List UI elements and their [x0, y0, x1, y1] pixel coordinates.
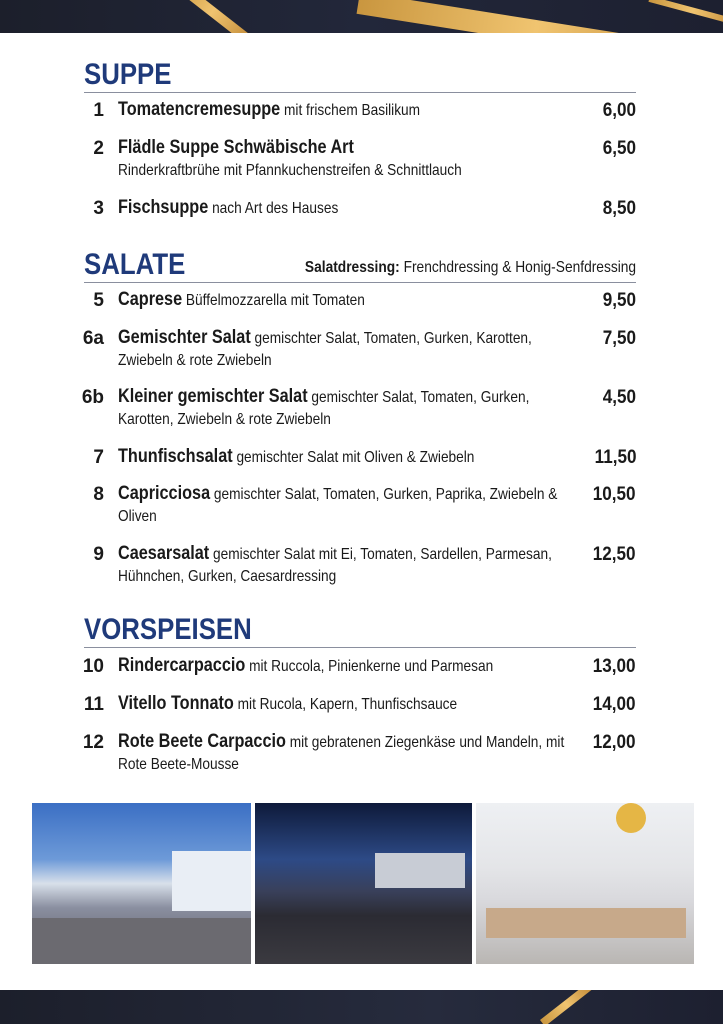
section-title-suppe: SUPPE — [84, 58, 172, 91]
item-number: 2 — [93, 138, 104, 159]
item-text — [118, 543, 580, 588]
item-price: 11,50 — [594, 447, 636, 468]
item-text — [118, 137, 580, 182]
item-name: Kleiner gemischter Salat — [118, 386, 308, 407]
item-name: Caesarsalat — [118, 543, 210, 564]
item-description: gemischter Salat mit Oliven & Zwiebeln — [236, 449, 475, 466]
item-number: 10 — [82, 656, 104, 677]
item-name: Caprese — [118, 289, 183, 310]
item-description: Rinderkraftbrühe mit Pfannkuchenstreifen & Schnittlauch — [118, 162, 462, 179]
item-number: 11 — [83, 694, 104, 715]
item-number: 8 — [93, 484, 104, 505]
decorative-header-band — [0, 0, 723, 33]
section-title-vorspeisen: VORSPEISEN — [84, 613, 252, 646]
item-description: mit Rucola, Kapern, Thunfischsauce — [237, 696, 458, 713]
dressing-text: Frenchdressing & Honig-Senfdressing — [403, 259, 636, 276]
item-number: 9 — [93, 544, 104, 565]
item-number: 7 — [93, 447, 104, 468]
decorative-footer-band — [0, 990, 723, 1024]
item-number: 6b — [81, 387, 104, 408]
item-price: 12,00 — [593, 732, 636, 753]
item-name: Tomatencremesuppe — [118, 99, 281, 120]
item-price: 12,50 — [593, 544, 636, 565]
item-text — [118, 446, 580, 469]
item-description: gemischter Salat, Tomaten, Gurken, Karotten, Zwiebeln & rote Zwiebeln — [118, 330, 532, 369]
item-description: gemischter Salat, Tomaten, Gurken, Paprika, Zwiebeln & Oliven — [118, 486, 558, 525]
item-text — [118, 197, 580, 220]
section-divider — [84, 282, 636, 283]
item-number: 6a — [82, 328, 104, 349]
item-price: 9,50 — [602, 290, 636, 311]
item-price: 6,50 — [602, 138, 636, 159]
item-price: 14,00 — [593, 694, 636, 715]
photo-terrace-evening — [32, 803, 251, 964]
item-text — [118, 483, 580, 528]
item-name: Vitello Tonnato — [118, 693, 234, 714]
item-text — [118, 327, 580, 372]
item-text — [118, 693, 580, 716]
item-name: Capricciosa — [118, 483, 211, 504]
item-description: gemischter Salat mit Ei, Tomaten, Sardellen, Parmesan, Hühnchen, Gurken, Caesardressing — [118, 546, 552, 585]
item-description: Büffelmozzarella mit Tomaten — [185, 292, 365, 309]
item-description: nach Art des Hauses — [212, 200, 339, 217]
item-number: 3 — [93, 198, 104, 219]
item-description: mit gebratenen Ziegenkäse und Mandeln, mit Rote Beete-Mousse — [118, 734, 565, 773]
item-number: 5 — [93, 290, 104, 311]
photo-restaurant-night — [255, 803, 472, 964]
dressing-label: Salatdressing: — [304, 259, 400, 276]
item-description: mit Ruccola, Pinienkerne und Parmesan — [249, 658, 494, 675]
item-text — [118, 655, 580, 678]
item-number: 1 — [93, 100, 104, 121]
item-name: Fischsuppe — [118, 197, 209, 218]
item-description: gemischter Salat, Tomaten, Gurken, Karotten, Zwiebeln & rote Zwiebeln — [118, 389, 530, 428]
item-text — [118, 731, 580, 776]
item-name: Rindercarpaccio — [118, 655, 246, 676]
item-name: Thunfischsalat — [118, 446, 233, 467]
item-number: 12 — [82, 732, 104, 753]
item-price: 13,00 — [593, 656, 636, 677]
item-name: Rote Beete Carpaccio — [118, 731, 286, 752]
item-price: 8,50 — [602, 198, 636, 219]
item-text — [118, 289, 580, 312]
photo-restaurant-interior — [476, 803, 694, 964]
section-divider — [84, 647, 636, 648]
item-price: 7,50 — [602, 328, 636, 349]
item-price: 6,00 — [602, 100, 636, 121]
item-text — [118, 386, 580, 431]
item-description: mit frischem Basilikum — [284, 102, 421, 119]
section-title-salate: SALATE — [84, 248, 186, 281]
item-name: Gemischter Salat — [118, 327, 251, 348]
item-name: Flädle Suppe Schwäbische Art — [118, 137, 354, 158]
dressing-note — [305, 259, 636, 277]
item-text — [118, 99, 580, 122]
item-price: 4,50 — [602, 387, 636, 408]
section-divider — [84, 92, 636, 93]
item-price: 10,50 — [593, 484, 636, 505]
